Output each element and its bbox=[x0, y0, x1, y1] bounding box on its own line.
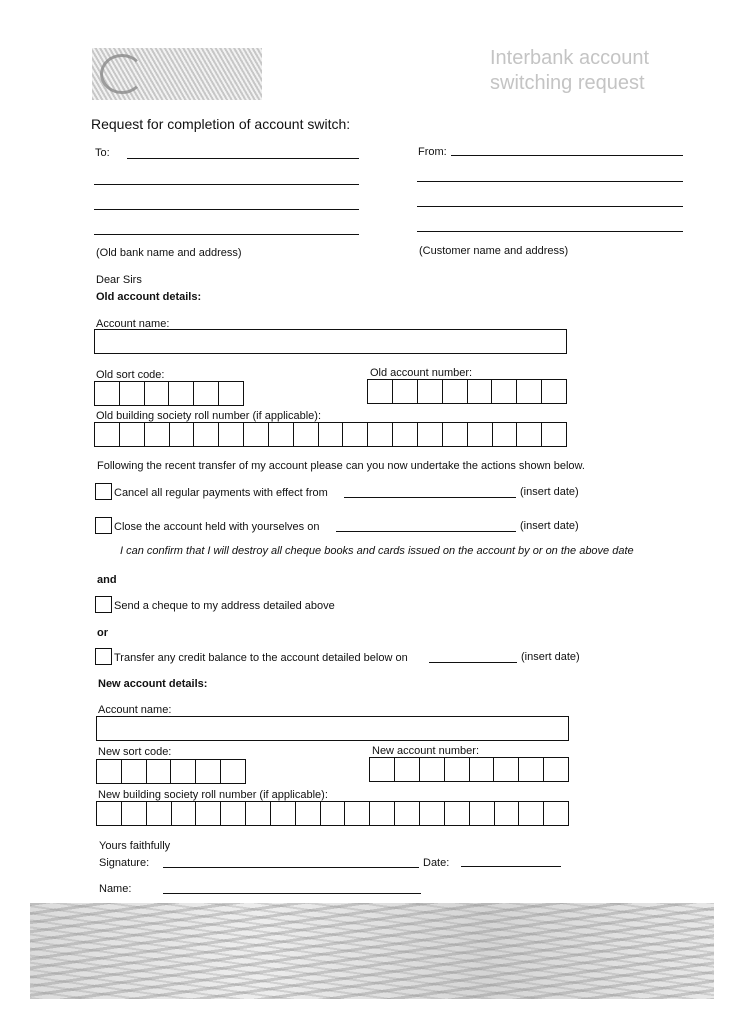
new-roll-number-boxes[interactable] bbox=[96, 801, 569, 826]
old-roll-number-label: Old building society roll number (if applicable): bbox=[96, 410, 321, 422]
to-label: To: bbox=[95, 147, 110, 159]
footer-decoration bbox=[30, 903, 714, 999]
form-heading: Request for completion of account switch: bbox=[91, 116, 351, 132]
to-line-3[interactable] bbox=[94, 209, 359, 210]
from-line-2[interactable] bbox=[417, 181, 683, 182]
new-sort-code-boxes[interactable] bbox=[96, 759, 246, 784]
signature-line[interactable] bbox=[163, 867, 419, 868]
new-sort-code-label: New sort code: bbox=[98, 746, 172, 758]
customer-caption: (Customer name and address) bbox=[419, 245, 569, 257]
new-account-number-label: New account number: bbox=[372, 745, 479, 757]
old-account-name-label: Account name: bbox=[96, 318, 170, 330]
cancel-insert-date: (insert date) bbox=[520, 486, 579, 498]
old-roll-number-boxes[interactable] bbox=[94, 422, 567, 447]
date-line[interactable] bbox=[461, 866, 561, 867]
new-account-heading: New account details: bbox=[98, 678, 208, 690]
new-account-number-boxes[interactable] bbox=[369, 757, 569, 782]
confirmation-text: I can confirm that I will destroy all cheque books and cards issued on the account by or on the above date bbox=[120, 545, 634, 557]
old-sort-code-boxes[interactable] bbox=[94, 381, 244, 406]
signature-label: Signature: bbox=[99, 857, 150, 869]
from-line-1[interactable] bbox=[451, 155, 683, 156]
close-date-line[interactable] bbox=[336, 531, 516, 532]
transfer-date-line[interactable] bbox=[429, 662, 517, 663]
old-account-heading: Old account details: bbox=[96, 291, 202, 303]
or-label: or bbox=[97, 627, 108, 639]
old-account-name-field[interactable] bbox=[94, 329, 567, 354]
cancel-date-line[interactable] bbox=[344, 497, 516, 498]
close-account-checkbox[interactable] bbox=[95, 517, 112, 534]
from-label: From: bbox=[418, 146, 447, 158]
close-insert-date: (insert date) bbox=[520, 520, 579, 532]
salutation: Dear Sirs bbox=[96, 274, 142, 286]
closing: Yours faithfully bbox=[99, 840, 171, 852]
transfer-balance-checkbox[interactable] bbox=[95, 648, 112, 665]
new-account-name-field[interactable] bbox=[96, 716, 569, 741]
send-cheque-checkbox[interactable] bbox=[95, 596, 112, 613]
transfer-insert-date: (insert date) bbox=[521, 651, 580, 663]
instructions-intro: Following the recent transfer of my account please can you now undertake the actions shown below. bbox=[97, 460, 585, 472]
old-bank-caption: (Old bank name and address) bbox=[96, 247, 242, 259]
cancel-payments-label: Cancel all regular payments with effect from bbox=[114, 487, 328, 499]
document-title bbox=[490, 46, 690, 96]
from-line-3[interactable] bbox=[417, 206, 683, 207]
new-roll-number-label: New building society roll number (if applicable): bbox=[98, 789, 328, 801]
from-line-4[interactable] bbox=[417, 231, 683, 232]
name-line[interactable] bbox=[163, 893, 421, 894]
logo-swirl-icon bbox=[100, 54, 144, 94]
old-sort-code-label: Old sort code: bbox=[96, 369, 165, 381]
document-title-line1: Interbank account bbox=[490, 47, 649, 69]
and-label: and bbox=[97, 574, 117, 586]
to-line-2[interactable] bbox=[94, 184, 359, 185]
old-account-number-boxes[interactable] bbox=[367, 379, 567, 404]
to-line-1[interactable] bbox=[127, 158, 359, 159]
send-cheque-label: Send a cheque to my address detailed above bbox=[114, 600, 335, 612]
to-line-4[interactable] bbox=[94, 234, 359, 235]
name-label: Name: bbox=[99, 883, 132, 895]
old-account-number-label: Old account number: bbox=[370, 367, 473, 379]
cancel-payments-checkbox[interactable] bbox=[95, 483, 112, 500]
transfer-balance-label: Transfer any credit balance to the account detailed below on bbox=[114, 652, 408, 664]
document-title-line2: switching request bbox=[490, 72, 645, 94]
close-account-label: Close the account held with yourselves on bbox=[114, 521, 320, 533]
date-label: Date: bbox=[423, 857, 450, 869]
new-account-name-label: Account name: bbox=[98, 704, 172, 716]
